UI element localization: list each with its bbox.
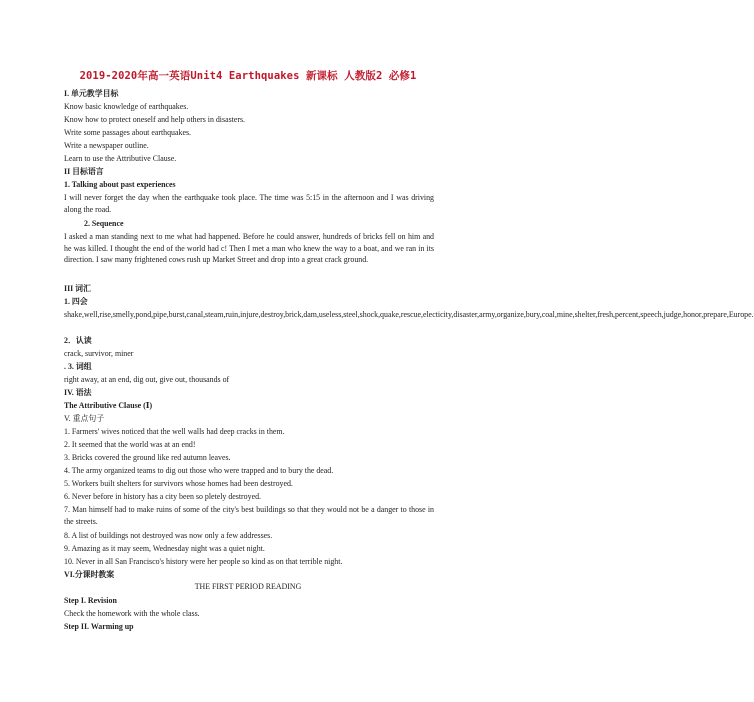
section-1-heading: I. 单元教学目标 (64, 89, 119, 98)
objective-item: Learn to use the Attributive Clause. (64, 154, 177, 163)
section-2-sub-1: 1. Talking about past experiences (64, 180, 176, 189)
section-6-heading: VI.分课时教案 (64, 570, 115, 579)
period-title: THE FIRST PERIOD READING (194, 582, 302, 591)
key-sentence: 4. The army organized teams to dig out those who were trapped and to bury the dead. (64, 466, 334, 475)
section-2-paragraph-2: I asked a man standing next to me what had happened. Before he could answer, hundreds of bricks fell on him and he was killed. I thought the end of the world had c! Then I met a man who knew the way to a boat, and we ran in its direction. I saw many frightened cows rush up Market Street and drop into a great crack ground. (64, 232, 434, 265)
section-2-sub-2: 2. Sequence (84, 219, 124, 228)
section-3-sub-1: 1. 四会 (64, 297, 88, 306)
objective-item: Write some passages about earthquakes. (64, 128, 191, 137)
step-2-heading: Step II. Warming up (64, 622, 134, 631)
key-sentence: 5. Workers built shelters for survivors whose homes had been destroyed. (64, 479, 293, 488)
section-4-heading: IV. 语法 (64, 388, 92, 397)
key-sentence: 7. Man himself had to make ruins of some of the city's best buildings so that they would not be a danger to those in the streets. (64, 505, 434, 526)
document-title: 2019-2020年高一英语Unit4 Earthquakes 新课标 人教版2 必修1 (79, 70, 417, 82)
section-3-sub-2: 2．认读 (64, 336, 92, 345)
phrases: right away, at an end, dig out, give out, thousands of (64, 375, 230, 384)
recognition-words: crack, survivor, miner (64, 349, 134, 358)
key-sentence: 6. Never before in history has a city been so pletely destroyed. (64, 492, 261, 501)
objective-item: Write a newspaper outline. (64, 141, 149, 150)
grammar-topic: The Attributive Clause (Ⅰ) (64, 401, 153, 410)
key-sentence: 9. Amazing as it may seem, Wednesday night was a quiet night. (64, 544, 265, 553)
section-5-heading: V. 重点句子 (64, 414, 105, 423)
key-sentence: 2. It seemed that the world was at an end! (64, 440, 196, 449)
key-sentence: 1. Farmers' wives noticed that the well walls had deep cracks in them. (64, 427, 285, 436)
vocabulary-list: shake,well,rise,smelly,pond,pipe,burst,canal,steam,ruin,injure,destroy,brick,dam,useless,steel,shock,quake,rescue,electicity,disaster,army,organize,bury,coal,mine,shelter,fresh,percent,speech,judge,honor,prepare,Europe. (64, 310, 754, 319)
key-sentence: 3. Bricks covered the ground like red autumn leaves. (64, 453, 231, 462)
step-1-text: Check the homework with the whole class. (64, 609, 200, 618)
section-3-heading: III 词汇 (64, 284, 91, 293)
key-sentence: 10. Never in all San Francisco's history were her people so kind as on that terrible night. (64, 557, 343, 566)
step-1-heading: Step I. Revision (64, 596, 117, 605)
section-3-sub-3: . 3. 词组 (64, 362, 92, 371)
objective-item: Know basic knowledge of earthquakes. (64, 102, 189, 111)
objective-item: Know how to protect oneself and help others in disasters. (64, 115, 246, 124)
section-2-paragraph-1: I will never forget the day when the earthquake took place. The time was 5:15 in the afternoon and I was driving along the road. (64, 193, 434, 214)
section-2-heading: II 目标语言 (64, 167, 104, 176)
key-sentence: 8. A list of buildings not destroyed was now only a few addresses. (64, 531, 273, 540)
